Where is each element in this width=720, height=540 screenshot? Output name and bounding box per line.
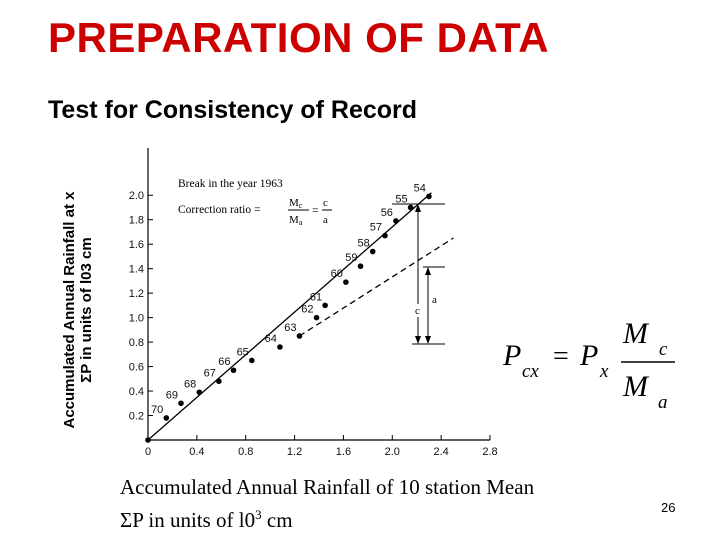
data-point-year-label: 58 xyxy=(357,237,370,250)
correction-ratio-label: Correction ratio = xyxy=(178,204,261,216)
data-point xyxy=(343,279,349,285)
y-tick-label: 1.2 xyxy=(128,288,144,301)
bracket-c-arrow-up xyxy=(415,204,421,212)
data-point-year-label: 57 xyxy=(369,221,382,234)
bracket-a-label: a xyxy=(432,294,437,306)
y-tick-label: 1.0 xyxy=(128,312,144,325)
data-point xyxy=(358,263,364,269)
data-point xyxy=(314,315,320,321)
bracket-c-arrow-down xyxy=(415,336,421,344)
data-point xyxy=(277,344,283,350)
ratio-equals-sign: = xyxy=(312,205,319,217)
bracket-a-arrow-up xyxy=(425,267,431,275)
data-point xyxy=(408,205,414,211)
data-point xyxy=(382,233,388,239)
ratio-ma-sub: a xyxy=(298,218,303,227)
data-point-year-label: 55 xyxy=(395,193,408,206)
formula-px-p: P xyxy=(580,339,599,372)
data-point xyxy=(297,333,303,339)
y-tick-label: 1.6 xyxy=(128,239,144,252)
x-tick-label: 0.4 xyxy=(189,446,205,458)
y-axis-label-line2: ΣP in units of l03 cm xyxy=(78,237,95,383)
bracket-c-label: c xyxy=(415,305,420,317)
bracket-a-arrow-down xyxy=(425,336,431,344)
ratio-mc-letter: M xyxy=(289,197,299,209)
data-point-year-label: 69 xyxy=(165,389,178,402)
data-point xyxy=(145,437,151,443)
ratio-ma-denominator xyxy=(289,214,303,227)
x-tick-label: 1.2 xyxy=(286,446,303,458)
x-axis-label-line2 xyxy=(120,501,534,534)
data-point-year-label: 70 xyxy=(151,403,164,416)
data-point-year-label: 65 xyxy=(236,346,249,359)
ratio-mc-sub: c xyxy=(298,201,303,210)
y-tick-label: 0.4 xyxy=(128,386,144,399)
chart-annotation xyxy=(178,178,332,227)
y-tick-label: 0.6 xyxy=(128,361,144,374)
observed-trend-line xyxy=(148,193,431,440)
data-point-year-label: 54 xyxy=(413,182,426,195)
chart-lines xyxy=(148,193,453,440)
ratio-brackets xyxy=(392,204,445,344)
data-point-year-label: 61 xyxy=(309,291,323,304)
data-point xyxy=(249,358,255,364)
slide-subtitle: Test for Consistency of Record xyxy=(48,96,418,124)
x-tick-label: 2.0 xyxy=(384,446,400,458)
data-point-year-label: 64 xyxy=(264,332,277,345)
x-axis-label-prefix: ΣP in units of l0 xyxy=(120,508,256,532)
data-point-year-label: 60 xyxy=(330,268,343,281)
ratio-a-denominator: a xyxy=(323,214,328,226)
y-tick-label: 2.0 xyxy=(128,190,144,203)
formula-pcx-sub: cx xyxy=(522,361,539,382)
data-point xyxy=(197,389,203,395)
data-point xyxy=(231,367,237,373)
data-point-year-label: 62 xyxy=(301,303,314,316)
formula-mc-m: M xyxy=(623,317,648,350)
ratio-c-numerator: c xyxy=(323,197,328,209)
data-point xyxy=(178,400,184,406)
x-axis-label-exponent: 3 xyxy=(255,507,262,522)
y-tick-label: 1.4 xyxy=(128,263,144,276)
formula-pcx-p: P xyxy=(503,339,522,372)
x-axis-label-suffix: cm xyxy=(261,508,293,532)
ratio-mc-numerator xyxy=(289,197,303,210)
y-axis-label-line1: Accumulated Annual Rainfall at x xyxy=(61,191,78,429)
x-tick-label: 1.6 xyxy=(335,446,352,458)
formula-equals: = xyxy=(553,341,569,372)
formula-mc-sub: c xyxy=(659,339,668,360)
data-point-year-label: 59 xyxy=(345,252,358,265)
data-point-year-label: 67 xyxy=(203,367,216,380)
x-axis-label-line1: Accumulated Annual Rainfall of 10 station Mean xyxy=(120,475,535,499)
x-tick-label: 2.8 xyxy=(482,446,498,458)
x-tick-label: 0 xyxy=(144,446,152,458)
x-tick-label: 0.8 xyxy=(238,446,254,458)
data-point xyxy=(322,303,328,309)
data-point xyxy=(216,378,222,384)
data-point-year-label: 63 xyxy=(284,321,297,334)
formula-ma-m: M xyxy=(623,370,648,403)
y-tick-label: 1.8 xyxy=(128,214,144,227)
break-year-text: Break in the year 1963 xyxy=(178,178,283,190)
data-point-year-label: 56 xyxy=(380,206,393,219)
correction-formula xyxy=(502,317,675,413)
y-tick-label: 0.2 xyxy=(128,410,144,423)
x-tick-label: 2.4 xyxy=(433,446,449,458)
data-point xyxy=(426,194,432,200)
slide-title: PREPARATION OF DATA xyxy=(48,14,550,61)
formula-px-sub: x xyxy=(600,361,609,382)
data-point-year-label: 68 xyxy=(184,378,197,391)
x-axis-label xyxy=(120,473,534,534)
y-tick-label: 0.8 xyxy=(128,337,144,350)
data-point xyxy=(393,218,399,224)
formula-ma-sub: a xyxy=(658,392,668,413)
data-point-year-label: 66 xyxy=(218,356,231,369)
page-number: 26 xyxy=(661,500,676,515)
data-point xyxy=(164,415,170,421)
ratio-ma-letter: M xyxy=(289,214,299,226)
data-point xyxy=(370,249,376,255)
